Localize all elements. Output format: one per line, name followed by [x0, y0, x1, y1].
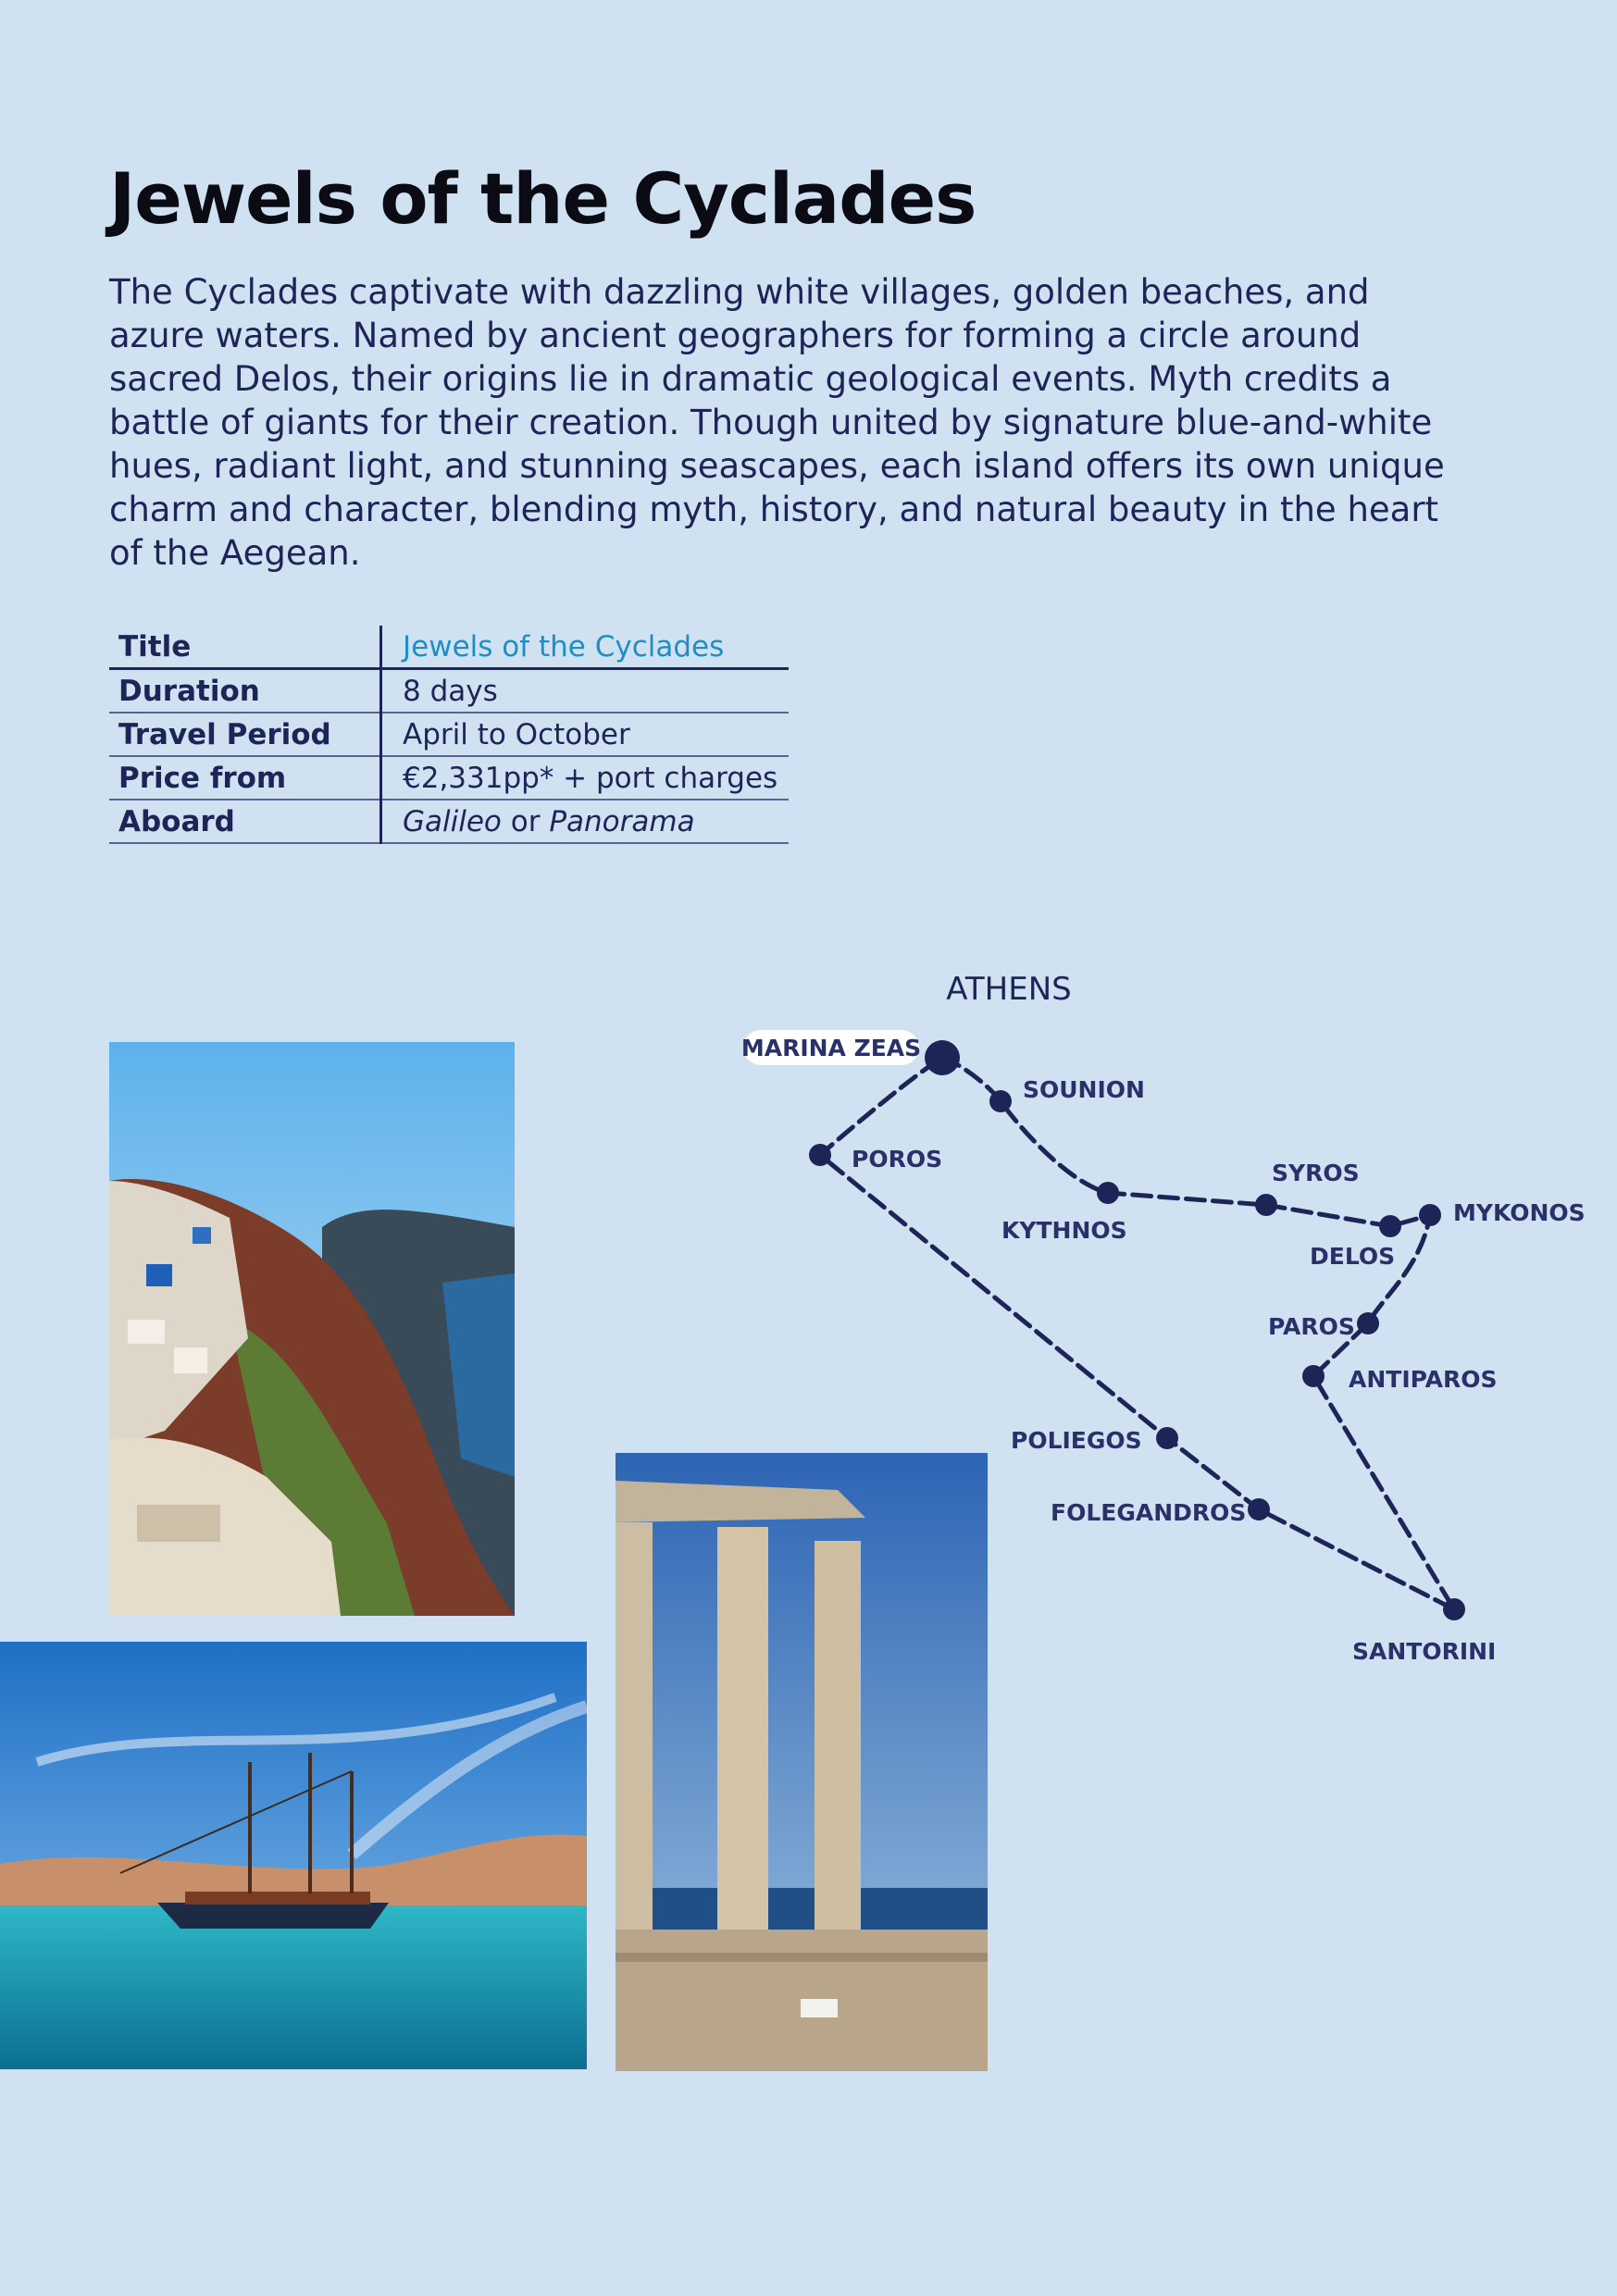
- delos-marker: [1379, 1215, 1401, 1237]
- folegandros-marker: [1248, 1498, 1270, 1520]
- ship-name-panorama: Panorama: [549, 804, 695, 838]
- antiparos-marker: [1302, 1365, 1325, 1387]
- price-value: €2,331pp* + port charges: [381, 756, 790, 800]
- table-row: [109, 756, 789, 800]
- syros-label: SYROS: [1272, 1160, 1360, 1186]
- page-title: Jewels of the Cyclades: [109, 157, 976, 240]
- table-row: [109, 626, 789, 669]
- sounion-marker: [989, 1090, 1012, 1112]
- sailing-ship-bay-photo: [0, 1642, 587, 2069]
- table-row: [109, 713, 789, 756]
- title-label: Title: [109, 626, 381, 669]
- poros-label: POROS: [852, 1146, 943, 1173]
- cruise-info-table: [109, 626, 789, 844]
- table-row: [109, 669, 789, 714]
- travel-period-label: Travel Period: [109, 713, 381, 756]
- santorini-marker: [1443, 1598, 1465, 1620]
- temple-columns-photo: [616, 1453, 988, 2071]
- mykonos-marker: [1419, 1204, 1441, 1226]
- marina-zeas-marker: [925, 1040, 960, 1075]
- intro-paragraph: The Cyclades captivate with dazzling white villages, golden beaches, and azure waters. Named by ancient geographers for forming a circle around sacred Delos, their origins lie in dramatic geological events. Myth credits a battle of giants for their creation. Though united by signature blue-and-white hues, radiant light, and stunning seascapes, each island offers its own unique charm and character, blending myth, history, and natural beauty in the heart of the Aegean.: [109, 272, 1445, 573]
- aboard-or: or: [501, 804, 550, 838]
- delos-label: DELOS: [1310, 1243, 1396, 1270]
- poliegos-label: POLIEGOS: [1011, 1427, 1142, 1454]
- ship-name-galileo: Galileo: [403, 804, 502, 838]
- syros-marker: [1255, 1194, 1277, 1216]
- paros-marker: [1357, 1312, 1379, 1334]
- kythnos-label: KYTHNOS: [1001, 1217, 1127, 1244]
- marina-zeas-label: MARINA ZEAS: [740, 1035, 922, 1061]
- aboard-label: Aboard: [109, 800, 381, 843]
- paros-label: PAROS: [1268, 1313, 1355, 1340]
- price-label: Price from: [109, 756, 381, 800]
- santorini-label: SANTORINI: [1352, 1638, 1497, 1665]
- duration-label: Duration: [109, 669, 381, 714]
- poros-marker: [809, 1144, 831, 1166]
- antiparos-label: ANTIPAROS: [1349, 1366, 1498, 1393]
- title-value: Jewels of the Cyclades: [381, 626, 790, 669]
- poliegos-marker: [1156, 1427, 1178, 1449]
- table-row: [109, 800, 789, 843]
- aboard-value: [381, 800, 790, 843]
- travel-period-value: April to October: [381, 713, 790, 756]
- folegandros-label: FOLEGANDROS: [1051, 1499, 1247, 1526]
- mykonos-label: MYKONOS: [1453, 1199, 1586, 1226]
- sounion-label: SOUNION: [1023, 1076, 1145, 1103]
- duration-value: 8 days: [381, 669, 790, 714]
- athens-label: ATHENS: [946, 971, 1072, 1008]
- kythnos-marker: [1097, 1182, 1119, 1204]
- santorini-cliff-village-photo: [109, 1042, 515, 1616]
